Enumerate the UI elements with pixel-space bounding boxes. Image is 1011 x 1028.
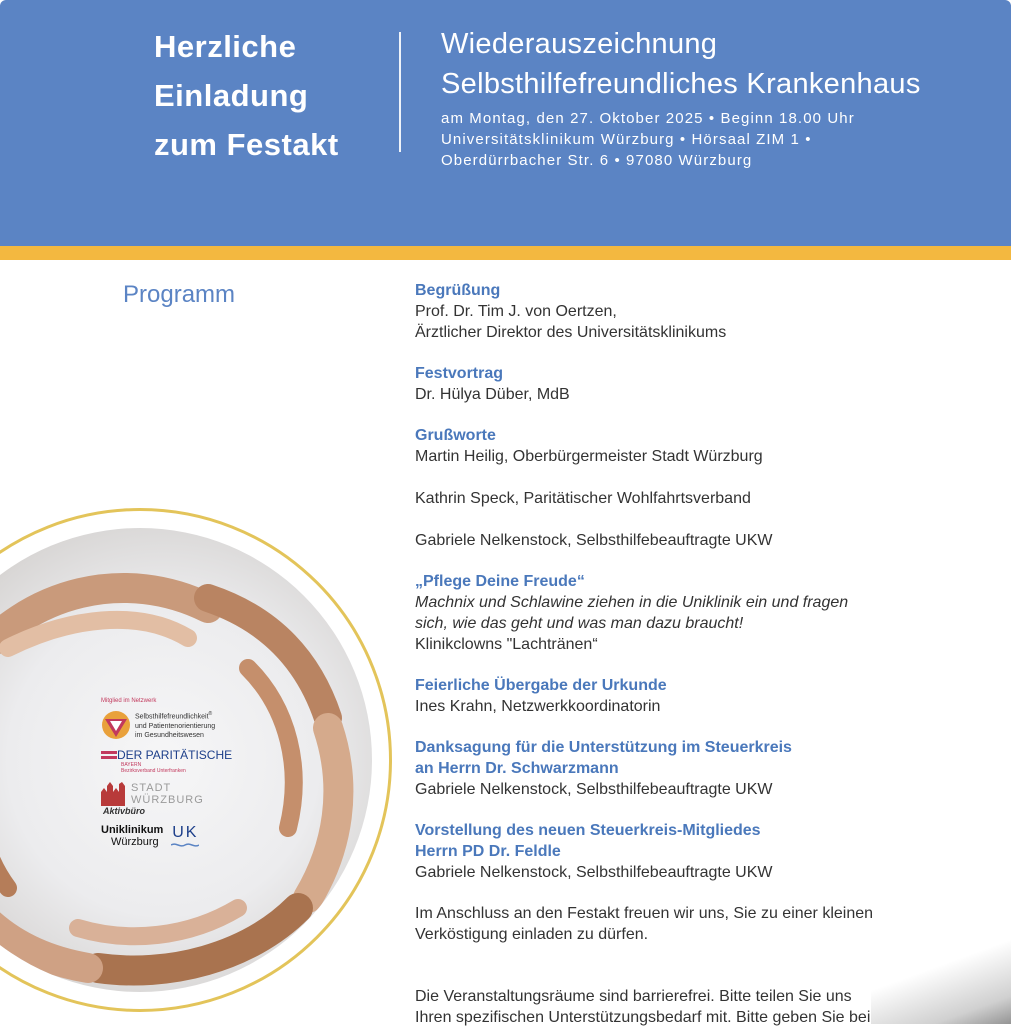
program-item-title: Grußworte xyxy=(415,427,496,444)
program-item-title: „Pflege Deine Freude“ xyxy=(415,573,585,590)
event-title-line-1: Wiederauszeichnung xyxy=(441,28,718,60)
network-emblem-icon xyxy=(101,710,131,740)
paritaetische-logo xyxy=(101,748,301,774)
programm-heading: Programm xyxy=(123,281,236,308)
partner-logos xyxy=(101,698,301,856)
program-item-title: Feierliche Übergabe der Urkunde xyxy=(415,677,667,694)
uniklinikum-logo xyxy=(101,824,301,848)
header-banner xyxy=(0,0,1011,246)
program-item-line: Prof. Dr. Tim J. von Oertzen, xyxy=(415,303,617,320)
closing-line: Verköstigung einladen zu dürfen. xyxy=(415,926,649,943)
program-item-line: Machnix und Schlawine ziehen in die Uniklinik ein und fragen xyxy=(415,594,849,611)
program-item-line: Martin Heilig, Oberbürgermeister Stadt Würzburg xyxy=(415,448,763,465)
page-curl-shadow xyxy=(871,934,1011,1024)
program-item-line: Klinikclowns "Lachtränen“ xyxy=(415,636,598,653)
stadt-logo xyxy=(101,782,301,816)
program-item-line: Kathrin Speck, Paritätischer Wohlfahrtsverband xyxy=(415,490,751,507)
program-item-line: Gabriele Nelkenstock, Selbsthilfebeauftragte UKW xyxy=(415,532,773,549)
member-label: Mitglied im Netzwerk xyxy=(101,698,157,704)
paritaetische-sub-2: Bezirksverband Unterfranken xyxy=(121,768,186,774)
event-venue: Universitätsklinikum Würzburg • Hörsaal ZIM 1 • xyxy=(441,131,812,148)
invitation-line-3: zum Festakt xyxy=(154,127,339,162)
network-name xyxy=(135,710,215,739)
program-item xyxy=(415,675,1005,717)
network-name-line: im Gesundheitswesen xyxy=(135,731,204,739)
network-name-line: Selbsthilfefreundlichkeit® xyxy=(135,711,213,721)
header-divider xyxy=(399,32,401,152)
program-item-title: Vorstellung des neuen Steuerkreis-Mitgliedes xyxy=(415,822,761,839)
program-item-title: Herrn PD Dr. Feldle xyxy=(415,843,561,860)
invitation-line-1: Herzliche xyxy=(154,29,297,64)
footer-line: Ihren spezifischen Unterstützungsbedarf mit. Bitte geben Sie bei xyxy=(415,1009,871,1026)
event-title-line-2: Selbsthilfefreundliches Krankenhaus xyxy=(441,68,921,100)
program-item-title: Begrüßung xyxy=(415,282,501,299)
photo-inner xyxy=(0,528,372,992)
program-item xyxy=(415,820,1005,883)
footer-line: Die Veranstaltungsräume sind barrierefrei. Bitte teilen Sie uns xyxy=(415,988,852,1005)
ukw-label: UK xyxy=(172,824,199,841)
program-item-line: Gabriele Nelkenstock, Selbsthilfebeauftragte UKW xyxy=(415,864,773,881)
network-name-line: und Patientenorientierung xyxy=(135,722,216,730)
program-item xyxy=(415,280,1005,343)
program-item xyxy=(415,737,1005,800)
wuerzburg-label: WÜRZBURG xyxy=(131,794,204,806)
uniklinikum-name xyxy=(101,824,163,848)
program-item-line: Gabriele Nelkenstock, Selbsthilfebeauftragte UKW xyxy=(415,781,773,798)
program-item-title: Festvortrag xyxy=(415,365,504,382)
program-list xyxy=(415,280,1005,965)
network-logo xyxy=(101,710,301,740)
program-item-line: Ines Krahn, Netzwerkkoordinatorin xyxy=(415,698,661,715)
event-info xyxy=(441,24,921,171)
city-skyline-icon xyxy=(101,782,127,806)
program-item-title: an Herrn Dr. Schwarzmann xyxy=(415,760,619,777)
uniklinikum-label: Uniklinikum xyxy=(101,824,164,836)
ukw-wave-icon xyxy=(171,842,199,848)
event-address: Oberdürrbacher Str. 6 • 97080 Würzburg xyxy=(441,152,753,169)
program-item-line: sich, wie das geht und was man dazu braucht! xyxy=(415,615,744,632)
ukw-mark xyxy=(171,824,199,848)
program-item-line: Dr. Hülya Düber, MdB xyxy=(415,386,570,403)
aktivbuero-label: Aktivbüro xyxy=(103,806,146,816)
paritaetische-sub-1: BAYERN xyxy=(121,762,142,768)
paritaetische-mark-icon xyxy=(101,749,117,761)
closing-line: Im Anschluss an den Festakt freuen wir uns, Sie zu einer kleinen xyxy=(415,905,874,922)
invitation-heading xyxy=(154,22,339,169)
accent-stripe xyxy=(0,246,1011,260)
event-details xyxy=(441,108,921,171)
program-item xyxy=(415,363,1005,405)
paritaetische-name: DER PARITÄTISCHE xyxy=(117,748,233,762)
event-date: am Montag, den 27. Oktober 2025 • Beginn 18.00 Uhr xyxy=(441,110,855,127)
program-item-line: Ärztlicher Direktor des Universitätsklinikums xyxy=(415,324,727,341)
program-item-title: Danksagung für die Unterstützung im Steuerkreis xyxy=(415,739,792,756)
invitation-line-2: Einladung xyxy=(154,78,309,113)
hands-circle-photo xyxy=(0,508,400,1020)
program-item xyxy=(415,571,1005,655)
stadt-label: STADT xyxy=(131,782,172,794)
program-item xyxy=(415,425,1005,551)
uni-city-label: Würzburg xyxy=(111,836,159,848)
